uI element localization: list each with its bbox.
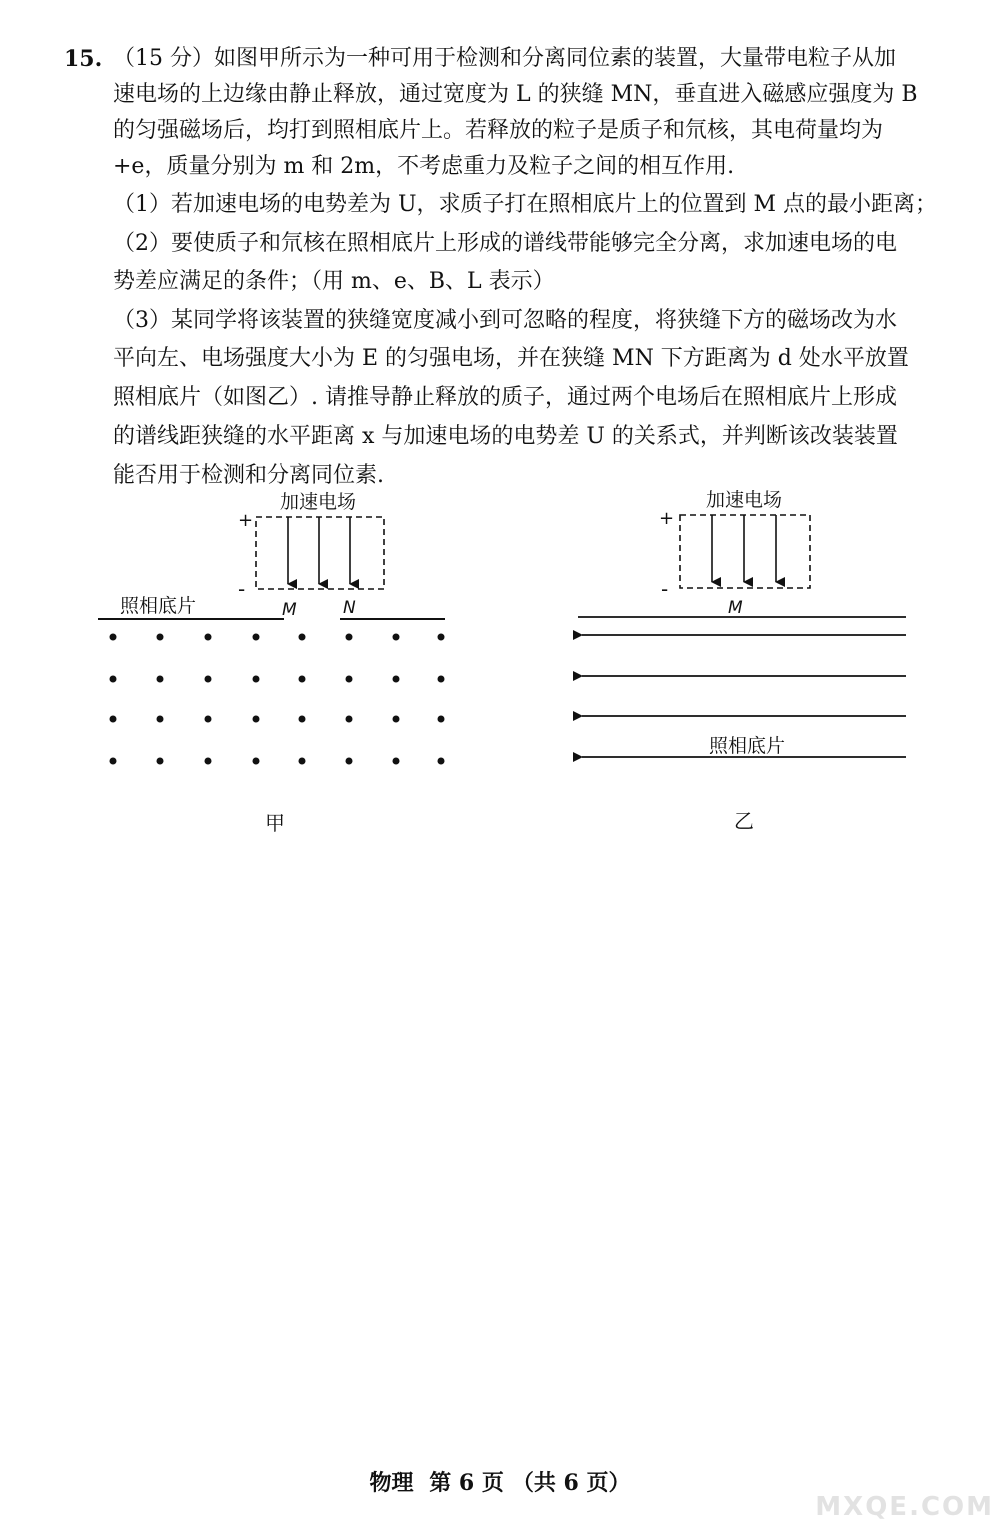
footer-subject: 物理 (369, 1470, 414, 1496)
field-dot (438, 758, 445, 765)
question-line: （15 分）如图甲所示为一种可用于检测和分离同位素的装置，大量带电粒子从加 (113, 46, 896, 71)
question-number: 15. (64, 46, 103, 72)
film-label: 照相底片 (120, 595, 197, 617)
field-dot (299, 676, 306, 683)
question-line: （2）要使质子和氘核在照相底片上形成的谱线带能够完全分离，求加速电场的电 (113, 231, 897, 256)
field-dot (253, 758, 260, 765)
figure-caption: 乙 (734, 809, 754, 833)
field-dot (299, 634, 306, 641)
question-line: （1）若加速电场的电势差为 U，求质子打在照相底片上的位置到 M 点的最小距离； (113, 192, 938, 217)
figure-caption: 甲 (265, 811, 285, 835)
question-line: （3）某同学将该装置的狭缝宽度减小到可忽略的程度，将狭缝下方的磁场改为水 (113, 308, 897, 333)
field-dot (110, 758, 117, 765)
field-dot (438, 676, 445, 683)
plus-sign: + (659, 508, 675, 529)
field-dot (253, 716, 260, 723)
question-line: 的谱线距狭缝的水平距离 x 与加速电场的电势差 U 的关系式，并判断该改装装置 (113, 424, 898, 449)
minus-sign: - (661, 577, 669, 601)
watermark-text: MXQE.COM (815, 1492, 994, 1522)
footer-total: （共 6 页） (511, 1470, 631, 1496)
field-dot (346, 676, 353, 683)
field-dot (157, 634, 164, 641)
question-line: 照相底片（如图乙）. 请推导静止释放的质子，通过两个电场后在照相底片上形成 (113, 385, 897, 410)
figure-jia (0, 490, 500, 850)
field-dot (346, 716, 353, 723)
field-dot (253, 634, 260, 641)
plus-sign: + (238, 510, 254, 531)
field-label: 加速电场 (705, 490, 783, 511)
field-dot (346, 758, 353, 765)
footer-page: 第 6 页 (429, 1470, 504, 1496)
label-m: M (282, 600, 297, 620)
field-dot (205, 634, 212, 641)
field-dot (205, 758, 212, 765)
field-label: 加速电场 (279, 491, 357, 513)
film-label: 照相底片 (708, 735, 786, 757)
field-dot (157, 758, 164, 765)
minus-sign: - (238, 577, 246, 601)
field-dot (346, 634, 353, 641)
field-dot (393, 676, 400, 683)
field-dot (157, 676, 164, 683)
question-line: 势差应满足的条件；（用 m、e、B、L 表示） (113, 269, 555, 294)
field-dot (253, 676, 260, 683)
field-dot (299, 716, 306, 723)
field-dot (205, 676, 212, 683)
field-dot (157, 716, 164, 723)
question-line: 的匀强磁场后，均打到照相底片上。若释放的粒子是质子和氘核，其电荷量均为 (113, 118, 884, 143)
field-dot (393, 634, 400, 641)
question-line: +e，质量分别为 m 和 2m，不考虑重力及粒子之间的相互作用. (113, 154, 735, 179)
field-dot (110, 676, 117, 683)
watermark (815, 1492, 994, 1522)
field-region (256, 517, 384, 589)
field-region (680, 515, 810, 588)
field-dot (438, 634, 445, 641)
field-dot (110, 634, 117, 641)
field-dot (205, 716, 212, 723)
question-line: 平向左、电场强度大小为 E 的匀强电场，并在狭缝 MN 下方距离为 d 处水平放置 (113, 346, 909, 371)
field-dot (438, 716, 445, 723)
field-dot (393, 758, 400, 765)
field-dot (299, 758, 306, 765)
question-line: 速电场的上边缘由静止释放，通过宽度为 L 的狭缝 MN，垂直进入磁感应强度为 B (113, 82, 918, 107)
question-line: 能否用于检测和分离同位素. (113, 463, 384, 488)
label-n: N (343, 598, 356, 618)
magnetic-field-dots (110, 634, 445, 765)
figure-yi (500, 490, 940, 850)
field-dot (110, 716, 117, 723)
field-dot (393, 716, 400, 723)
label-m: M (728, 598, 743, 618)
